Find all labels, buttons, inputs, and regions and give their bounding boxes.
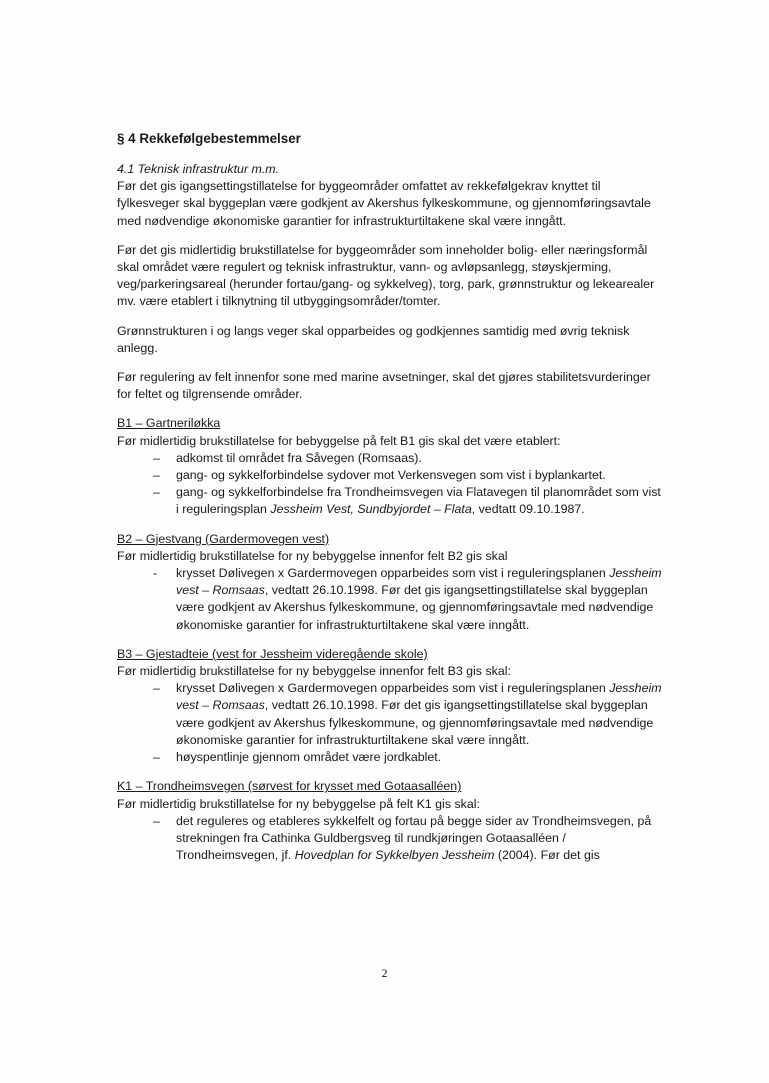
section-heading: § 4 Rekkefølgebestemmelser: [117, 131, 301, 146]
list-item-text: [176, 681, 662, 747]
plan-reference: Jessheim Vest, Sundbyjordet – Flata: [270, 502, 472, 517]
dash-bullet: –: [153, 750, 160, 765]
text-segment: gang- og sykkelforbindelse fra Trondheimsvegen via Flatavegen til planområdet som vist i reguleringsplan: [176, 485, 661, 517]
text-segment: krysset Dølivegen x Gardermovegen opparbeides som vist i reguleringsplanen: [176, 681, 610, 696]
dash-bullet: –: [153, 485, 160, 500]
b1-intro: Før midlertidig brukstillatelse for bebyggelse på felt B1 gis skal det være etablert:: [117, 433, 561, 448]
list-item: [153, 565, 662, 634]
plan-reference: Hovedplan for Sykkelbyen Jessheim: [294, 848, 495, 863]
list-item-text: [176, 485, 661, 516]
list-item-text: [176, 566, 662, 632]
list-item: [153, 749, 662, 766]
b2-title: B2 – Gjestvang (Gardermovegen vest): [117, 531, 330, 546]
b1-list: [117, 450, 662, 519]
plan-reference: Jessheim vest – Romsaas: [176, 681, 662, 713]
b3-title: B3 – Gjestadteie (vest for Jessheim videregående skole): [117, 646, 428, 661]
document-body: [117, 130, 662, 864]
paragraph-4: Før regulering av felt innenfor sone med marine avsetninger, skal det gjøres stabilitetsvurderinger for feltet og tilgrensende områder.: [117, 370, 651, 402]
text-segment: krysset Dølivegen x Gardermovegen opparbeides som vist i reguleringsplanen: [176, 566, 610, 581]
dash-bullet: –: [153, 813, 160, 828]
text-segment: det reguleres og etableres sykkelfelt og fortau på begge sider av Trondheimsvegen, på strekningen fra Cathinka Guldbergsveg til rundkjøringen Gotaasalléen / Trondheimsvegen, jf.: [176, 813, 652, 863]
list-item: [153, 484, 662, 518]
text-segment: , vedtatt 26.10.1998. Før det gis igangsettingstillatelse skal byggeplan være godkjent av Akershus fylkeskommune, og gjennomføringsavtale med nødvendige økonomiske garantier for infrastrukturtiltakene skal være inngått.: [176, 583, 654, 632]
dash-bullet: –: [153, 468, 160, 483]
paragraph-3: Grønnstrukturen i og langs veger skal opparbeides og godkjennes samtidig med øvrig teknisk anlegg.: [117, 323, 630, 355]
list-item: [153, 680, 662, 749]
k1-intro: Før midlertidig brukstillatelse for ny bebyggelse på felt K1 gis skal:: [117, 796, 480, 811]
list-item-text: adkomst til området fra Såvegen (Romsaas).: [176, 450, 422, 465]
text-segment: , vedtatt 09.10.1987.: [471, 502, 585, 517]
list-item-text: høyspentlinje gjennom området være jordkablet.: [176, 750, 442, 765]
b1-title: B1 – Gartneriløkka: [117, 416, 221, 431]
k1-title: K1 – Trondheimsvegen (sørvest for krysset med Gotaasalléen): [117, 779, 462, 794]
plan-reference: Jessheim vest – Romsaas: [176, 566, 662, 598]
page-number: 2: [381, 966, 388, 980]
text-segment: , vedtatt 26.10.1998. Før det gis igangsettingstillatelse skal byggeplan være godkjent av Akershus fylkeskommune, og gjennomføringsavtale med nødvendige økonomiske garantier for infrastrukturtiltakene skal være inngått.: [176, 698, 654, 747]
dash-bullet: –: [153, 681, 160, 696]
dash-bullet: –: [153, 450, 160, 465]
k1-list: [117, 813, 662, 865]
list-item: [153, 467, 662, 484]
text-segment: (2004). Før det gis: [494, 848, 600, 863]
list-item-text: [176, 814, 651, 862]
b2-list: [117, 565, 662, 634]
paragraph-2: Før det gis midlertidig brukstillatelse for byggeområder som inneholder bolig- eller næringsformål skal området være regulert og teknisk infrastruktur, vann- og avløpsanlegg, støyskjerming, veg/parkeringsareal (herunder fortau/gang- og sykkelveg), torg, park, grønnstruktur og lekearealer mv. være etablert i tilknytning til utbyggingsområder/tomter.: [117, 242, 655, 309]
subsection-heading: 4.1 Teknisk infrastruktur m.m.: [117, 162, 280, 176]
list-item-text: gang- og sykkelforbindelse sydover mot Verkensvegen som vist i byplankartet.: [176, 468, 606, 483]
b3-list: [117, 680, 662, 766]
b2-intro: Før midlertidig brukstillatelse for ny bebyggelse innenfor felt B2 gis skal: [117, 548, 508, 563]
paragraph-1: Før det gis igangsettingstillatelse for byggeområder omfattet av rekkefølgekrav knyttet til fylkesveger skal byggeplan være godkjent av Akershus fylkeskommune, og gjennomføringsavtale med nødvendige økonomiske garantier for infrastrukturtiltakene skal være inngått.: [117, 179, 651, 228]
list-item: [153, 813, 662, 865]
dash-bullet: -: [153, 566, 158, 581]
b3-intro: Før midlertidig brukstillatelse for ny bebyggelse innenfor felt B3 gis skal:: [117, 664, 511, 679]
list-item: [153, 450, 662, 467]
